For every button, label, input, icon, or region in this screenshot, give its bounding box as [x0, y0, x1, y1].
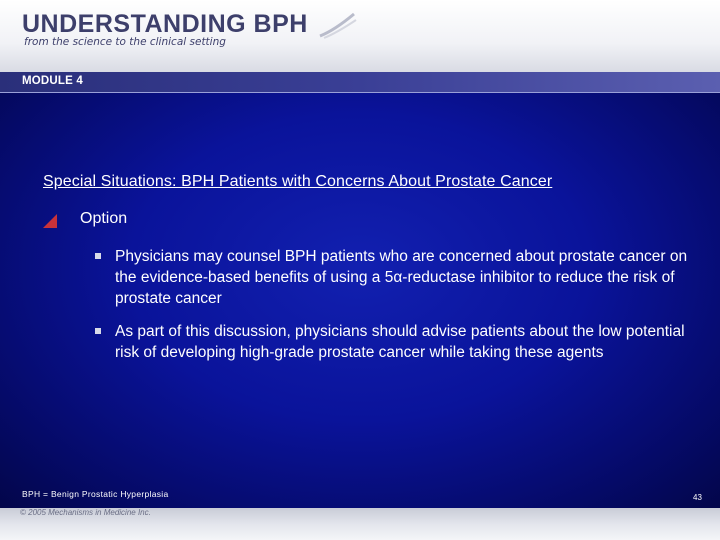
slide-title: Special Situations: BPH Patients with Concerns About Prostate Cancer: [43, 173, 553, 190]
bullet-text: As part of this discussion, physicians should advise patients about the low potential risk of developing high-grade prostate cancer while taking these agents: [115, 323, 685, 361]
square-bullet-icon: [95, 253, 101, 259]
swoosh-logo-icon: [318, 12, 358, 40]
footer-bar: [0, 508, 720, 540]
brand-title: UNDERSTANDING BPH: [22, 10, 308, 38]
page-number: 43: [693, 493, 702, 502]
header-banner: [0, 0, 720, 72]
brand-subtitle: from the science to the clinical setting: [24, 36, 226, 48]
module-label: MODULE 4: [22, 75, 84, 87]
option-label: Option: [80, 210, 128, 227]
footnote: BPH = Benign Prostatic Hyperplasia: [22, 489, 169, 499]
bullet-text: Physicians may counsel BPH patients who are concerned about prostate cancer on the evidence-based benefits of using a 5α-reductase inhibitor to reduce the risk of prostate cancer: [115, 248, 688, 307]
square-bullet-icon: [95, 328, 101, 334]
slide-content: [0, 93, 720, 508]
copyright-text: © 2005 Mechanisms in Medicine Inc.: [20, 508, 151, 517]
module-bar: [0, 72, 720, 93]
triangle-bullet-icon: [43, 214, 57, 228]
